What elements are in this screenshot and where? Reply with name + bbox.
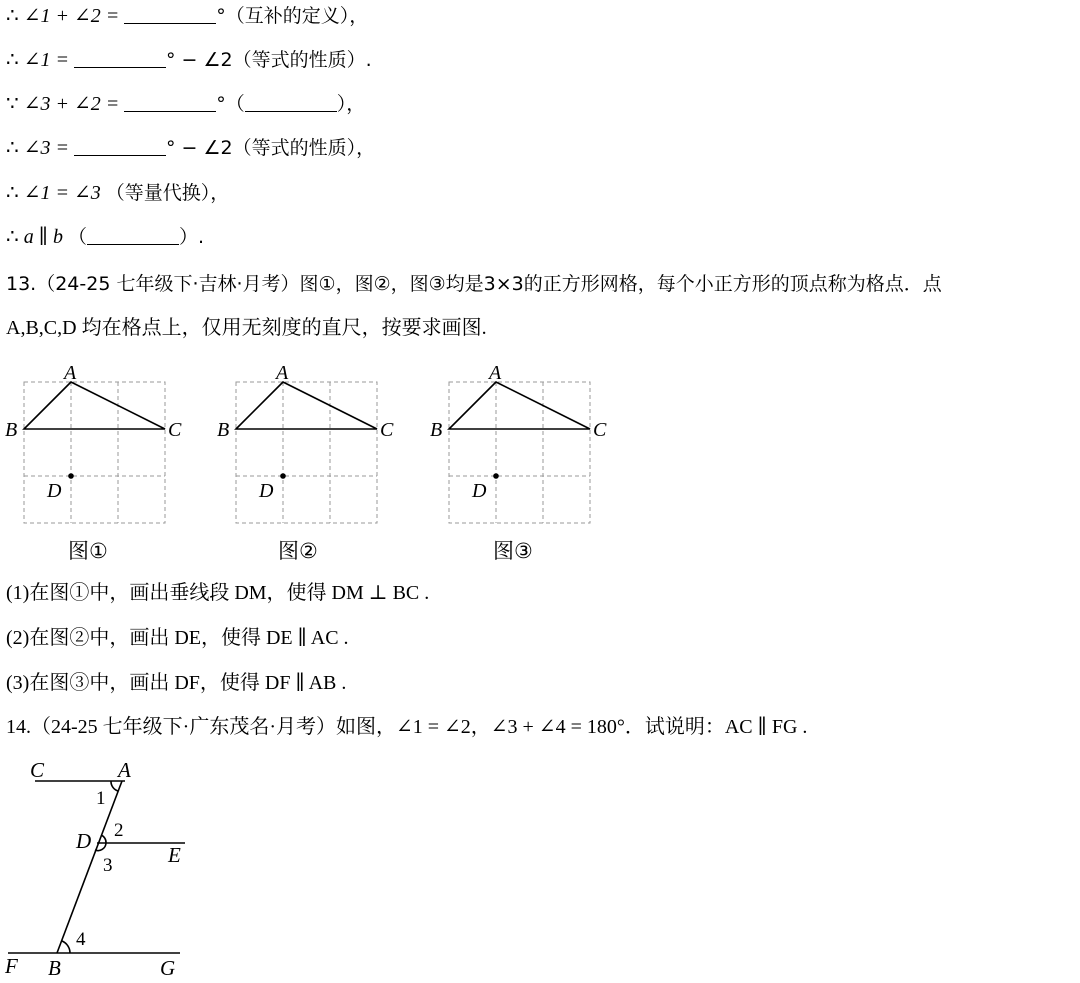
proof-prefix: ∴ — [6, 137, 19, 159]
proof-reason-open: （ — [67, 226, 87, 248]
proof-line-6 — [6, 219, 204, 255]
label-d: D — [47, 480, 62, 502]
answer-blank[interactable] — [124, 91, 216, 112]
figure-caption-2: 图② — [278, 539, 318, 563]
dashed-grid — [449, 382, 590, 523]
proof-expr: ∠3 + ∠2 = — [23, 93, 120, 115]
proof-reason-close: ）， — [336, 93, 366, 115]
proof-reason-close: ）. — [179, 226, 205, 248]
label-a: A — [276, 362, 289, 384]
answer-blank[interactable] — [124, 3, 216, 24]
q13-part-3: (3)在图③中，画出 DF，使得 DF ∥ AB . — [6, 672, 347, 694]
label-a: A — [64, 362, 77, 384]
proof-line-2 — [6, 42, 372, 78]
angle-1-arc — [111, 781, 118, 791]
label-d: D — [259, 480, 274, 502]
label-g: G — [160, 956, 176, 980]
proof-line-4 — [6, 130, 375, 166]
figure-caption-3: 图③ — [493, 539, 533, 563]
proof-reason: ° − ∠2（等式的性质）. — [166, 49, 372, 71]
q13-stem-line1: 13.（24-25 七年级下·吉林·月考）图①，图②，图③均是3×3的正方形网格，每个小正方形的顶点称为格点．点 — [6, 273, 942, 295]
q13-part-2: (2)在图②中，画出 DE，使得 DE ∥ AC . — [6, 627, 349, 649]
label-b: B — [217, 419, 230, 441]
point-d — [68, 473, 74, 479]
answer-blank[interactable] — [74, 135, 166, 156]
label-angle-3: 3 — [103, 855, 113, 876]
figure-caption-1: 图① — [68, 539, 108, 563]
proof-reason: （等量代换）， — [105, 182, 230, 204]
q14-figure — [0, 752, 200, 983]
label-c: C — [593, 419, 607, 441]
triangle-abc — [24, 382, 165, 429]
angle-4-arc — [62, 941, 70, 953]
answer-blank[interactable] — [74, 47, 166, 68]
dashed-grid — [236, 382, 377, 523]
triangle-abc — [236, 382, 377, 429]
label-c: C — [168, 419, 182, 441]
label-a: A — [118, 758, 131, 782]
label-d: D — [472, 480, 487, 502]
proof-expr: ∠1 = — [23, 49, 69, 71]
proof-line-3 — [6, 86, 365, 122]
label-angle-2: 2 — [114, 820, 124, 841]
triangle-abc — [449, 382, 590, 429]
label-a: A — [489, 362, 502, 384]
angle-2-arc — [101, 835, 106, 843]
proof-expr: ∠1 + ∠2 = — [23, 5, 120, 27]
label-b: B — [430, 419, 443, 441]
proof-prefix: ∴ — [6, 226, 19, 248]
proof-line-1 — [6, 0, 368, 34]
reason-blank[interactable] — [245, 91, 337, 112]
q13-stem-line2: A,B,C,D 均在格点上，仅用无刻度的直尺，按要求画图. — [6, 317, 487, 339]
label-c: C — [30, 758, 45, 782]
grid-figure-3 — [425, 358, 625, 528]
proof-prefix: ∴ — [6, 182, 19, 204]
proof-prefix: ∴ — [6, 5, 19, 27]
label-e: E — [168, 843, 181, 867]
proof-expr: a ∥ b — [23, 226, 63, 248]
reason-blank[interactable] — [87, 224, 179, 245]
label-angle-4: 4 — [76, 929, 86, 950]
label-c: C — [380, 419, 394, 441]
label-d: D — [76, 829, 92, 853]
grid-figure-1 — [0, 358, 200, 528]
grid-figure-2 — [212, 358, 412, 528]
dashed-grid — [24, 382, 165, 523]
proof-reason-open: °（ — [216, 93, 245, 115]
proof-line-5 — [6, 175, 229, 211]
q13-part-1: (1)在图①中，画出垂线段 DM，使得 DM ⊥ BC . — [6, 582, 430, 604]
label-b: B — [48, 956, 61, 980]
point-d — [280, 473, 286, 479]
proof-expr: ∠3 = — [23, 137, 69, 159]
label-angle-1: 1 — [96, 788, 106, 809]
q14-stem: 14.（24-25 七年级下·广东茂名·月考）如图，∠1 = ∠2，∠3 + ∠4 = 180°．试说明：AC ∥ FG . — [6, 716, 808, 738]
proof-reason: °（互补的定义）， — [216, 5, 369, 27]
proof-prefix: ∴ — [6, 49, 19, 71]
proof-prefix: ∵ — [6, 93, 19, 115]
point-d — [493, 473, 499, 479]
label-b: B — [5, 419, 18, 441]
proof-reason: ° − ∠2（等式的性质）， — [166, 137, 376, 159]
proof-expr: ∠1 = ∠3 — [23, 182, 101, 204]
label-f: F — [5, 954, 18, 978]
